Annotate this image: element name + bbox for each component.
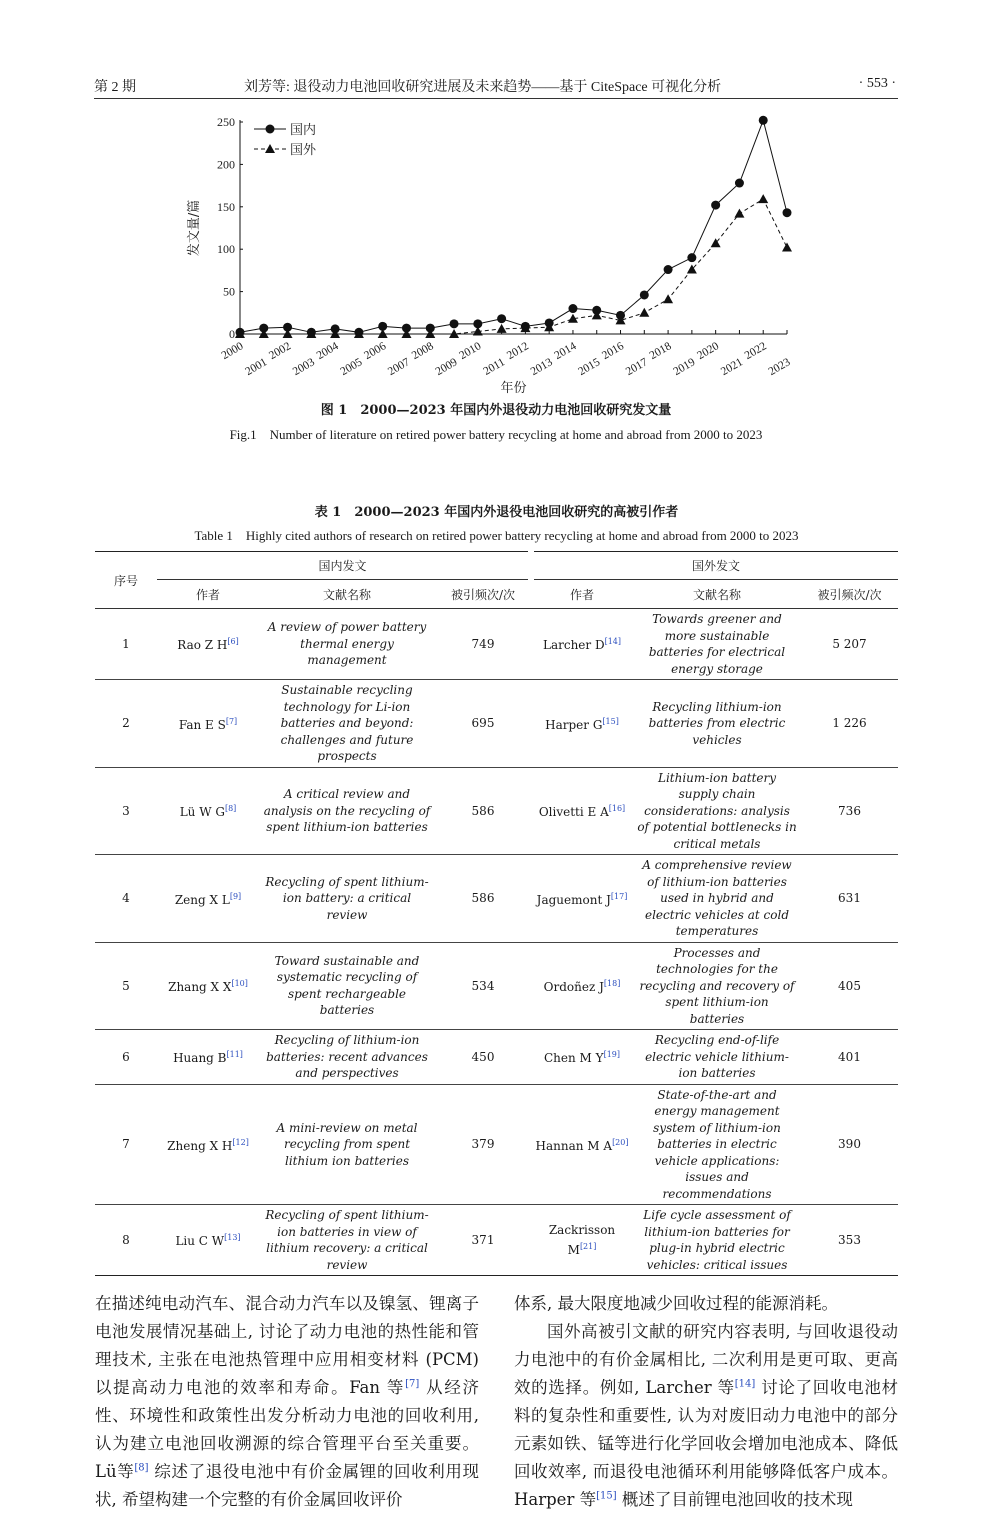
domestic-citations-text: 450 [471, 1049, 495, 1064]
domestic-title [259, 942, 435, 1030]
domestic-author-text: Zheng X H [167, 1138, 233, 1153]
x-tick-label: 2019 [671, 356, 698, 379]
x-tick-label: 2009 [433, 356, 460, 379]
y-tick-label: 250 [217, 115, 235, 129]
data-point-triangle [639, 308, 649, 317]
citation-link[interactable]: [11] [226, 1050, 243, 1059]
domestic-citations-text: 749 [471, 636, 495, 651]
table-row [95, 609, 898, 680]
row-index [95, 1205, 157, 1276]
foreign-title-text: Lithium-ion battery supply chain considerations: analysis of potential bottlenecks in critical metals [637, 770, 797, 851]
series-line [240, 199, 787, 334]
citation-link[interactable]: [14] [604, 637, 621, 647]
citation-link[interactable]: [10] [231, 979, 248, 988]
cited-authors-table [95, 551, 898, 1276]
body-text: 在描述纯电动汽车、混合动力汽车以及镍氢、锂离子电池发展情况基础上, 讨论了动力电池的热性能和管理技术, 主张在电池热管理中应用相变材料 (PCM) 以提高动力电池的效率和寿命。Fan 等 [95, 1294, 479, 1397]
data-point-circle [735, 179, 744, 188]
y-tick-label: 150 [217, 199, 235, 214]
body-columns [95, 1290, 898, 1514]
x-tick-label: 2004 [314, 340, 341, 363]
domestic-author-text: Huang B [173, 1051, 227, 1065]
domestic-citations-text: 534 [471, 978, 495, 993]
domestic-author [157, 609, 259, 680]
x-tick-label: 2020 [695, 340, 722, 363]
foreign-author-text: Harper G [545, 717, 603, 732]
citation-link[interactable]: [7] [405, 1378, 420, 1390]
header-f-author: 作者 [531, 580, 633, 609]
y-tick-label: 0 [229, 327, 235, 341]
foreign-author [531, 767, 633, 855]
x-tick-label: 2018 [647, 340, 674, 363]
x-tick-label: 2015 [576, 356, 603, 379]
body-text: 国外高被引文献的研究内容表明, 与回收退役动力电池中的有价金属相比, 二次利用是更可取、更高效的选择。例如, Larcher 等 [514, 1322, 898, 1397]
domestic-title [259, 855, 435, 943]
header-index: 序号 [95, 552, 157, 609]
domestic-author [157, 942, 259, 1030]
table-row [95, 680, 898, 768]
series-domestic [236, 116, 792, 337]
domestic-citations [435, 1084, 531, 1205]
row-index-text: 6 [122, 1049, 130, 1064]
body-text: 从经济性、环境性和政策性出发分析动力电池的回收利用, 认为建立电池回收溯源的综合管理平台至关重要。Lü等 [95, 1378, 479, 1481]
domestic-citations [435, 680, 531, 768]
x-tick-label: 2023 [766, 356, 793, 379]
x-axis-ticks [220, 330, 793, 378]
data-point-circle [640, 290, 649, 299]
foreign-title [633, 1030, 801, 1085]
row-index-text: 2 [122, 716, 130, 730]
table-and-body-flow [95, 504, 898, 1514]
domestic-title-text: Toward sustainable and systematic recycling of spent rechargeable batteries [274, 953, 420, 1018]
domestic-citations-text: 379 [471, 1137, 495, 1151]
foreign-title-text: A comprehensive review of lithium-ion batteries used in hybrid and electric vehicles at cold temperatures [642, 858, 792, 938]
domestic-citations-text: 586 [471, 803, 495, 818]
body-paragraph [514, 1318, 898, 1514]
row-index [95, 609, 157, 680]
domestic-citations-text: 695 [471, 716, 495, 730]
domestic-title-text: A critical review and analysis on the recycling of spent lithium-ion batteries [263, 787, 431, 834]
body-column-right [514, 1290, 898, 1514]
legend-label: 国外 [290, 143, 317, 158]
header-domestic: 国内发文 [157, 552, 531, 580]
domestic-author [157, 680, 259, 768]
citation-link[interactable]: [6] [227, 637, 239, 647]
data-point-triangle [663, 294, 673, 303]
row-index [95, 855, 157, 943]
x-tick-label: 2007 [386, 356, 412, 379]
table-caption-cn: 表 1 2000—2023 年国内外退役电池回收研究的高被引作者 [314, 505, 679, 520]
data-point-circle [450, 319, 459, 328]
foreign-citations-text: 401 [838, 1049, 861, 1064]
x-tick-label: 2010 [457, 340, 484, 363]
citation-link[interactable]: [13] [224, 1233, 241, 1243]
header-foreign: 国外发文 [531, 552, 898, 580]
foreign-author-text: Olivetti E A [538, 805, 609, 819]
foreign-citations [801, 1205, 898, 1276]
header-d-citations: 被引频次/次 [435, 580, 531, 609]
foreign-title [633, 942, 801, 1030]
row-index-text: 7 [122, 1137, 130, 1151]
foreign-citations [801, 1084, 898, 1205]
foreign-citations-text: 631 [838, 891, 861, 905]
citation-link[interactable]: [18] [603, 979, 621, 988]
x-tick-label: 2012 [504, 340, 531, 363]
legend-marker-triangle [265, 144, 275, 153]
data-point-circle [687, 253, 696, 262]
foreign-author-text: Larcher D [542, 638, 605, 653]
legend-label: 国内 [290, 123, 317, 138]
y-tick-label: 100 [217, 242, 235, 257]
table-row [95, 1205, 898, 1276]
x-tick-label: 2008 [409, 340, 436, 363]
foreign-title [633, 1084, 801, 1205]
domestic-title-text: Recycling of spent lithium-ion battery: a critical review [265, 874, 429, 922]
issue-number: 第 2 期 [94, 80, 136, 95]
foreign-author-text: Ordoñez J [543, 980, 604, 994]
foreign-citations-text: 390 [838, 1137, 861, 1151]
domestic-author [157, 1030, 259, 1085]
foreign-author-text: Hannan M A [535, 1138, 613, 1153]
citation-link[interactable]: [16] [608, 804, 626, 813]
domestic-title-text: A review of power battery thermal energy management [267, 620, 427, 668]
y-tick-label: 50 [223, 284, 235, 299]
foreign-citations [801, 1030, 898, 1085]
citation-link[interactable]: [9] [229, 891, 242, 901]
x-tick-label: 2011 [481, 356, 508, 378]
x-tick-label: 2006 [362, 340, 389, 363]
chart-series [235, 116, 792, 338]
body-column-left [95, 1290, 479, 1514]
chart-legend [254, 122, 317, 158]
header-f-title: 文献名称 [633, 580, 801, 609]
body-paragraph [95, 1290, 479, 1514]
foreign-title [633, 1205, 801, 1276]
citation-link[interactable]: [15] [602, 716, 619, 726]
y-axis-label: 发文量/篇 [187, 199, 202, 257]
running-head [94, 74, 898, 99]
domestic-title [259, 1205, 435, 1276]
domestic-author [157, 855, 259, 943]
figure-caption-en: Fig.1 Number of literature on retired power battery recycling at home and abroad from 2000 to 2023 [229, 427, 763, 442]
domestic-citations-text: 586 [471, 891, 495, 905]
table-row [95, 942, 898, 1030]
foreign-title [633, 609, 801, 680]
x-tick-label: 2021 [719, 356, 745, 379]
domestic-author [157, 1084, 259, 1205]
domestic-citations [435, 609, 531, 680]
x-tick-label: 2002 [267, 340, 294, 363]
domestic-title [259, 767, 435, 855]
domestic-title [259, 680, 435, 768]
row-index [95, 767, 157, 855]
foreign-author [531, 1205, 633, 1276]
table-body [95, 609, 898, 1276]
data-point-circle [568, 304, 577, 313]
foreign-citations [801, 680, 898, 768]
citation-link[interactable]: [12] [232, 1137, 249, 1147]
x-tick-label: 2003 [290, 356, 317, 379]
foreign-author [531, 680, 633, 768]
x-tick-label: 2014 [552, 340, 579, 363]
header-d-title: 文献名称 [259, 580, 435, 609]
domestic-citations-text: 371 [471, 1232, 495, 1247]
domestic-author-text: Liu C W [175, 1234, 225, 1249]
header-d-author: 作者 [157, 580, 259, 609]
citation-link[interactable]: [21] [579, 1241, 597, 1251]
foreign-author-text: Jaguemont J [536, 892, 611, 907]
foreign-title [633, 680, 801, 768]
citation-link[interactable]: [8] [134, 1462, 149, 1474]
foreign-citations [801, 767, 898, 855]
figure-caption-cn: 图 1 2000—2023 年国内外退役动力电池回收研究发文量 [320, 403, 672, 418]
foreign-title-text: Towards greener and more sustainable batteries for electrical energy storage [648, 612, 786, 676]
body-text: 讨论了回收电池材料的复杂性和重要性, 认为对废旧动力电池中的部分元素如铁、锰等进行化学回收会增加电池成本、降低回收效率, 而退役电池循环利用能够降低客户成本。Harper 等 [514, 1378, 899, 1509]
body-paragraph: 体系, 最大限度地减少回收过程的能源消耗。 [514, 1294, 838, 1313]
foreign-citations-text: 1 226 [832, 716, 867, 730]
domestic-citations [435, 767, 531, 855]
foreign-citations [801, 855, 898, 943]
domestic-citations [435, 942, 531, 1030]
foreign-author [531, 1084, 633, 1205]
foreign-title-text: Life cycle assessment of lithium-ion batteries for plug-in hybrid electric vehicles: critical issues [643, 1208, 791, 1272]
x-axis-label: 年份 [500, 381, 527, 396]
line-chart [187, 108, 810, 398]
citation-link[interactable]: [8] [224, 804, 237, 813]
domestic-author [157, 767, 259, 855]
domestic-citations [435, 1205, 531, 1276]
domestic-author-text: Fan E S [178, 717, 226, 732]
foreign-title [633, 767, 801, 855]
table-row [95, 767, 898, 855]
foreign-title-text: State-of-the-art and energy management system of lithium-ion batteries in electric vehicle applications: issues and recommendations [653, 1087, 781, 1201]
domestic-citations [435, 1030, 531, 1085]
series-line [240, 120, 787, 332]
data-point-circle [783, 208, 792, 217]
domestic-citations [435, 855, 531, 943]
data-point-triangle [758, 194, 768, 203]
data-point-circle [711, 201, 720, 210]
foreign-citations [801, 609, 898, 680]
table-row [95, 855, 898, 943]
citation-link[interactable]: [14] [734, 1378, 756, 1390]
x-tick-label: 2017 [623, 356, 650, 379]
table-row [95, 1084, 898, 1205]
data-point-triangle [734, 209, 744, 218]
row-index-text: 5 [122, 978, 130, 993]
citation-link[interactable]: [7] [225, 716, 238, 726]
domestic-author-text: Rao Z H [177, 638, 228, 653]
foreign-citations-text: 405 [838, 978, 861, 993]
citation-link[interactable]: [20] [612, 1137, 629, 1147]
running-title: 刘芳等: 退役动力电池回收研究进展及未来趋势——基于 CiteSpace 可视化分析 [244, 80, 722, 95]
foreign-title-text: Recycling lithium-ion batteries from electric vehicles [648, 699, 786, 747]
x-tick-label: 2022 [742, 340, 769, 363]
header-f-citations: 被引频次/次 [801, 580, 898, 609]
foreign-citations [801, 942, 898, 1030]
x-tick-label: 2013 [528, 356, 555, 379]
domestic-title-text: Recycling of spent lithium-ion batteries in view of lithium recovery: a critical review [265, 1208, 429, 1272]
foreign-title [633, 855, 801, 943]
citation-link[interactable]: [19] [603, 1050, 620, 1059]
foreign-author [531, 609, 633, 680]
row-index [95, 942, 157, 1030]
citation-link[interactable]: [15] [596, 1490, 617, 1502]
foreign-citations-text: 353 [838, 1232, 861, 1247]
foreign-citations-text: 5 207 [832, 636, 867, 651]
domestic-author-text: Lü W G [179, 805, 225, 819]
row-index-text: 3 [122, 803, 130, 818]
y-axis-ticks [217, 115, 243, 341]
x-tick-label: 2001 [243, 356, 270, 379]
foreign-author-text: Zackrisson M [548, 1223, 616, 1257]
domestic-title [259, 1084, 435, 1205]
page-number: · 553 · [858, 76, 896, 91]
data-point-circle [664, 265, 673, 274]
domestic-title [259, 609, 435, 680]
row-index [95, 680, 157, 768]
data-point-circle [497, 314, 506, 323]
data-point-triangle [782, 243, 792, 252]
body-text: 概述了目前锂电池回收的技术现 [616, 1490, 853, 1509]
domestic-author-text: Zhang X X [168, 980, 232, 994]
x-tick-label: 2005 [338, 356, 365, 379]
row-index-text: 4 [122, 891, 130, 905]
data-point-circle [759, 116, 768, 125]
foreign-citations-text: 736 [838, 803, 861, 818]
chart-axes [240, 120, 787, 334]
domestic-title-text: Recycling of lithium-ion batteries: recent advances and perspectives [266, 1033, 428, 1080]
row-index-text: 1 [122, 636, 130, 651]
data-point-triangle [497, 324, 507, 333]
foreign-author [531, 942, 633, 1030]
body-text: 综述了退役电池中有价金属锂的回收利用现状, 希望构建一个完整的有价金属回收评价 [95, 1462, 479, 1509]
foreign-title-text: Processes and technologies for the recycling and recovery of spent lithium-ion batteries [639, 945, 795, 1026]
domestic-title-text: A mini-review on metal recycling from spent lithium ion batteries [276, 1120, 418, 1168]
legend-marker-circle [266, 125, 275, 134]
foreign-title-text: Recycling end-of-life electric vehicle lithium-ion batteries [645, 1033, 789, 1080]
foreign-author [531, 1030, 633, 1085]
foreign-author [531, 855, 633, 943]
y-tick-label: 200 [217, 157, 235, 172]
table-caption-en: Table 1 Highly cited authors of research on retired power battery recycling at home and abroad from 2000 to 2023 [194, 528, 799, 543]
captions-block [0, 402, 992, 444]
foreign-author-text: Chen M Y [544, 1051, 604, 1065]
x-tick-label: 2016 [600, 340, 627, 363]
domestic-author [157, 1205, 259, 1276]
domestic-title [259, 1030, 435, 1085]
row-index [95, 1084, 157, 1205]
row-index [95, 1030, 157, 1085]
domestic-author-text: Zeng X L [174, 892, 230, 907]
series-foreign [235, 194, 792, 338]
domestic-title-text: Sustainable recycling technology for Li-ion batteries and beyond: challenges and future prospects [280, 683, 414, 763]
row-index-text: 8 [122, 1232, 130, 1247]
x-tick-label: 2000 [219, 340, 246, 363]
table-row [95, 1030, 898, 1085]
citation-link[interactable]: [17] [610, 891, 628, 901]
